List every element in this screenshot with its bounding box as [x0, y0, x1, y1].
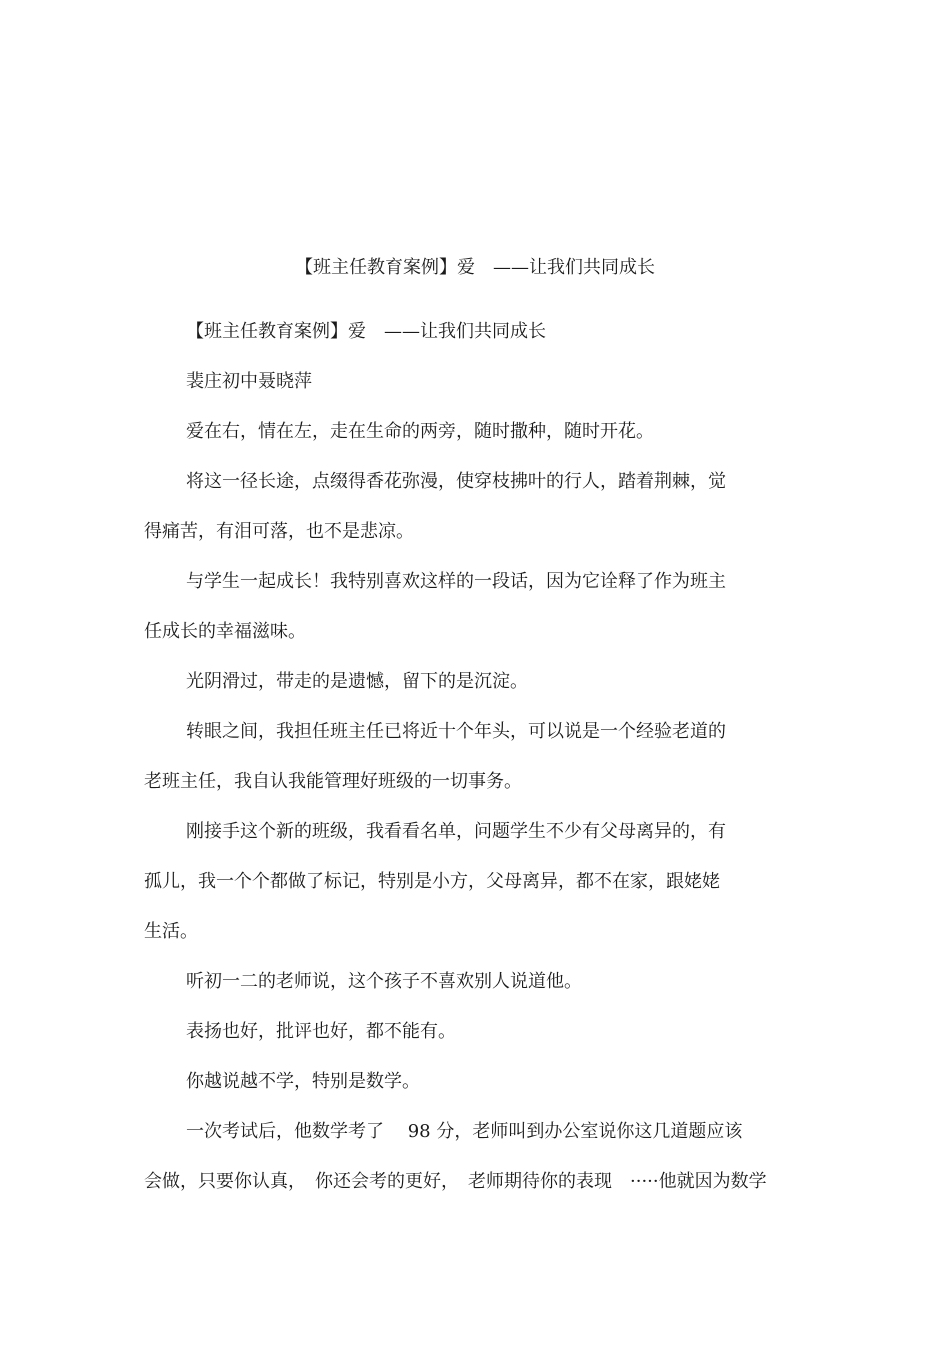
- paragraph-line: 表扬也好，批评也好，都不能有。: [186, 1021, 456, 1042]
- paragraph-line: 得痛苦，有泪可落，也不是悲凉。: [144, 521, 414, 542]
- paragraph-line: 孤儿，我一个个都做了标记，特别是小方，父母离异，都不在家，跟姥姥: [144, 871, 720, 892]
- paragraph-line: 老班主任，我自认我能管理好班级的一切事务。: [144, 771, 522, 792]
- section-heading: 【班主任教育案例】爱 ——让我们共同成长: [186, 321, 546, 342]
- paragraph-line: 转眼之间，我担任班主任已将近十个年头，可以说是一个经验老道的: [186, 721, 726, 742]
- paragraph-line: 将这一径长途，点缀得香花弥漫，使穿枝拂叶的行人，踏着荆棘，觉: [186, 471, 726, 492]
- paragraph-line: 你越说越不学，特别是数学。: [186, 1071, 420, 1092]
- paragraph-line: 爱在右，情在左，走在生命的两旁，随时撒种，随时开花。: [186, 421, 654, 442]
- paragraph-line: 与学生一起成长！我特别喜欢这样的一段话，因为它诠释了作为班主: [186, 571, 726, 592]
- paragraph-line: 一次考试后，他数学考了 98 分，老师叫到办公室说你这几道题应该: [186, 1121, 743, 1142]
- document-title: 【班主任教育案例】爱 ——让我们共同成长: [295, 257, 655, 278]
- paragraph-line: 任成长的幸福滋味。: [144, 621, 306, 642]
- paragraph-line: 光阴滑过，带走的是遗憾，留下的是沉淀。: [186, 671, 528, 692]
- paragraph-line: 听初一二的老师说，这个孩子不喜欢别人说道他。: [186, 971, 582, 992]
- paragraph-line: 生活。: [144, 921, 198, 942]
- author-line: 裴庄初中聂晓萍: [186, 371, 312, 392]
- paragraph-line: 会做，只要你认真， 你还会考的更好， 老师期待你的表现 ·····他就因为数学: [144, 1171, 767, 1192]
- paragraph-line: 刚接手这个新的班级，我看看名单，问题学生不少有父母离异的，有: [186, 821, 726, 842]
